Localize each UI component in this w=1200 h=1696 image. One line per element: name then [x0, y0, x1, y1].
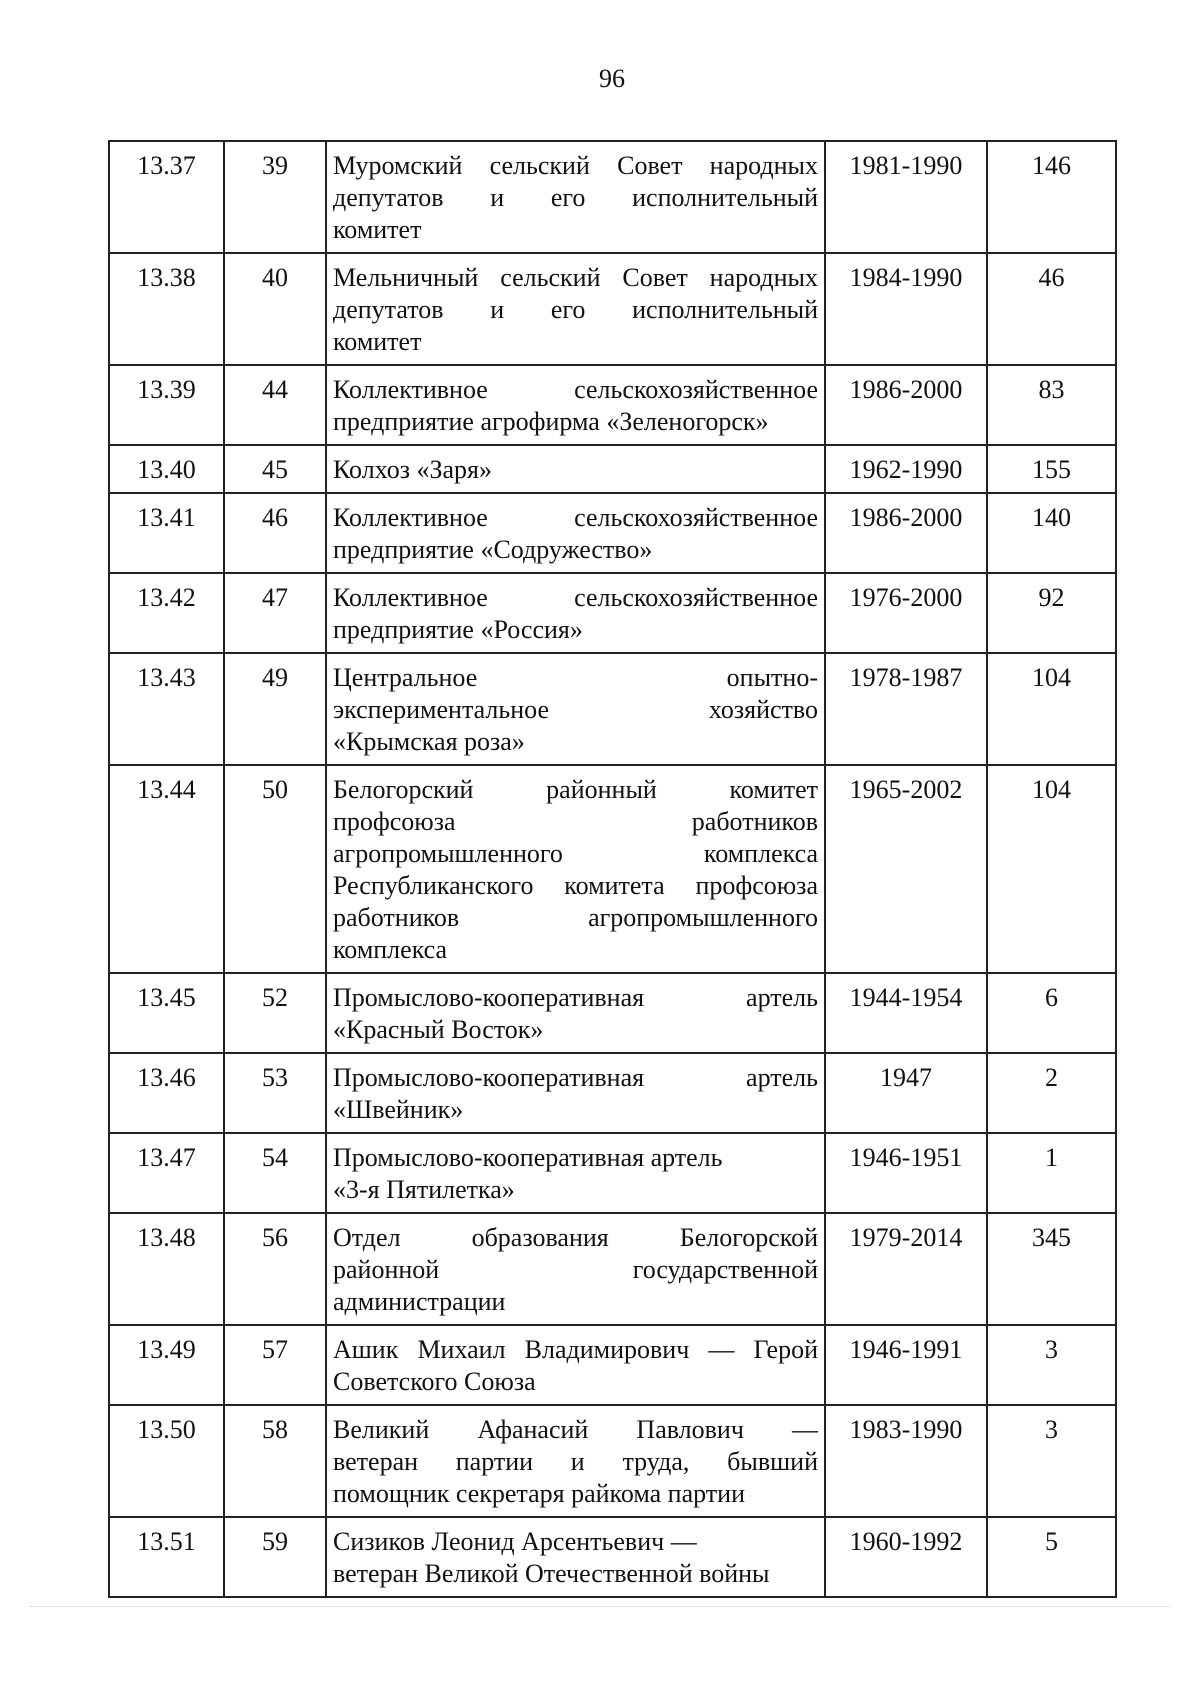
- fund-name-line: Коллективное сельскохозяйственное: [333, 503, 818, 532]
- fund-number: 47: [224, 573, 326, 653]
- date-range: 1976-2000: [825, 573, 987, 653]
- row-index: 13.40: [109, 445, 224, 493]
- fund-name: [326, 253, 825, 365]
- fund-name-line: агропромышленного комплекса: [333, 839, 818, 868]
- table-row: [109, 973, 1116, 1053]
- fund-number: 49: [224, 653, 326, 765]
- table-row: [109, 1053, 1116, 1133]
- fund-name: [326, 765, 825, 973]
- fund-name: [326, 365, 825, 445]
- item-count: 155: [987, 445, 1116, 493]
- table-row: [109, 765, 1116, 973]
- fund-name-line: ветеран Великой Отечественной войны: [333, 1559, 770, 1588]
- fund-name-line: экспериментальное хозяйство: [333, 695, 818, 724]
- fund-name-line: Республиканского комитета профсоюза: [333, 871, 818, 900]
- fund-name-line: «Красный Восток»: [333, 1015, 544, 1044]
- table-row: [109, 1517, 1116, 1597]
- item-count: 2: [987, 1053, 1116, 1133]
- date-range: 1946-1951: [825, 1133, 987, 1213]
- fund-number: 52: [224, 973, 326, 1053]
- item-count: 146: [987, 141, 1116, 253]
- table-row: [109, 653, 1116, 765]
- fund-name-line: «3-я Пятилетка»: [333, 1175, 515, 1204]
- fund-number: 46: [224, 493, 326, 573]
- item-count: 104: [987, 765, 1116, 973]
- fund-name-line: Коллективное сельскохозяйственное: [333, 375, 818, 404]
- date-range: 1979-2014: [825, 1213, 987, 1325]
- row-index: 13.50: [109, 1405, 224, 1517]
- row-index: 13.51: [109, 1517, 224, 1597]
- page-number: 96: [599, 64, 625, 93]
- fund-name-line: предприятие «Содружество»: [333, 535, 653, 564]
- item-count: 1: [987, 1133, 1116, 1213]
- fund-number: 56: [224, 1213, 326, 1325]
- row-index: 13.41: [109, 493, 224, 573]
- fund-name-line: комплекса: [333, 935, 448, 964]
- row-index: 13.47: [109, 1133, 224, 1213]
- fund-name-line: Великий Афанасий Павлович —: [333, 1415, 818, 1444]
- date-range: 1978-1987: [825, 653, 987, 765]
- row-index: 13.39: [109, 365, 224, 445]
- fund-name-line: Промыслово-кооперативная артель: [333, 1063, 818, 1092]
- fund-number: 39: [224, 141, 326, 253]
- fund-name-line: предприятие «Россия»: [333, 615, 583, 644]
- fund-name-line: Центральное опытно-: [333, 663, 818, 692]
- fund-name-line: Советского Союза: [333, 1367, 536, 1396]
- fund-name-line: комитет: [333, 327, 422, 356]
- table-body: [109, 141, 1116, 1597]
- table-row: [109, 573, 1116, 653]
- item-count: 92: [987, 573, 1116, 653]
- row-index: 13.43: [109, 653, 224, 765]
- date-range: 1947: [825, 1053, 987, 1133]
- fund-number: 53: [224, 1053, 326, 1133]
- date-range: 1983-1990: [825, 1405, 987, 1517]
- fund-number: 40: [224, 253, 326, 365]
- fund-name-line: Белогорский районный комитет: [333, 775, 818, 804]
- fund-number: 57: [224, 1325, 326, 1405]
- date-range: 1962-1990: [825, 445, 987, 493]
- fund-name: [326, 1213, 825, 1325]
- fund-name-line: предприятие агрофирма «Зеленогорск»: [333, 407, 769, 436]
- row-index: 13.44: [109, 765, 224, 973]
- fund-name: [326, 1325, 825, 1405]
- fund-name-line: ветеран партии и труда, бывший: [333, 1447, 818, 1476]
- fund-name-line: Коллективное сельскохозяйственное: [333, 583, 818, 612]
- fund-name: [326, 973, 825, 1053]
- row-index: 13.46: [109, 1053, 224, 1133]
- fund-name-line: помощник секретаря райкома партии: [333, 1479, 745, 1508]
- fund-name-line: Сизиков Леонид Арсентьевич —: [333, 1527, 697, 1556]
- fund-number: 50: [224, 765, 326, 973]
- date-range: 1965-2002: [825, 765, 987, 973]
- fund-name: [326, 445, 825, 493]
- fund-name-line: «Крымская роза»: [333, 727, 525, 756]
- row-index: 13.42: [109, 573, 224, 653]
- table-row: [109, 493, 1116, 573]
- row-index: 13.48: [109, 1213, 224, 1325]
- fund-name-line: депутатов и его исполнительный: [333, 295, 818, 324]
- fund-name: [326, 493, 825, 573]
- date-range: 1946-1991: [825, 1325, 987, 1405]
- fund-name: [326, 653, 825, 765]
- fund-number: 58: [224, 1405, 326, 1517]
- fund-name-line: Промыслово-кооперативная артель: [333, 983, 818, 1012]
- fund-name-line: администрации: [333, 1287, 506, 1316]
- item-count: 3: [987, 1405, 1116, 1517]
- fund-number: 44: [224, 365, 326, 445]
- item-count: 6: [987, 973, 1116, 1053]
- table-row: [109, 1325, 1116, 1405]
- date-range: 1986-2000: [825, 493, 987, 573]
- fund-name-line: Отдел образования Белогорской: [333, 1223, 818, 1252]
- fund-name-line: Мельничный сельский Совет народных: [333, 263, 818, 292]
- fund-name: [326, 1517, 825, 1597]
- date-range: 1944-1954: [825, 973, 987, 1053]
- fund-name-line: «Швейник»: [333, 1095, 464, 1124]
- date-range: 1981-1990: [825, 141, 987, 253]
- table-row: [109, 253, 1116, 365]
- row-index: 13.49: [109, 1325, 224, 1405]
- fund-name: [326, 1133, 825, 1213]
- row-index: 13.45: [109, 973, 224, 1053]
- fund-name-line: районной государственной: [333, 1255, 818, 1284]
- row-index: 13.38: [109, 253, 224, 365]
- date-range: 1986-2000: [825, 365, 987, 445]
- item-count: 104: [987, 653, 1116, 765]
- fund-number: 45: [224, 445, 326, 493]
- table-row: [109, 365, 1116, 445]
- date-range: 1984-1990: [825, 253, 987, 365]
- table-row: [109, 1405, 1116, 1517]
- fund-name-line: комитет: [333, 215, 422, 244]
- fund-name-line: Ашик Михаил Владимирович — Герой: [333, 1335, 818, 1364]
- table-row: [109, 445, 1116, 493]
- table-row: [109, 1133, 1116, 1213]
- fund-name: [326, 1053, 825, 1133]
- item-count: 46: [987, 253, 1116, 365]
- item-count: 140: [987, 493, 1116, 573]
- fund-name-line: Промыслово-кооперативная артель: [333, 1143, 723, 1172]
- item-count: 3: [987, 1325, 1116, 1405]
- fund-number: 59: [224, 1517, 326, 1597]
- item-count: 83: [987, 365, 1116, 445]
- fund-name-line: профсоюза работников: [333, 807, 818, 836]
- fund-name-line: работников агропромышленного: [333, 903, 818, 932]
- table-row: [109, 1213, 1116, 1325]
- item-count: 5: [987, 1517, 1116, 1597]
- row-index: 13.37: [109, 141, 224, 253]
- archive-fund-table: [108, 140, 1117, 1598]
- table-row: [109, 141, 1116, 253]
- item-count: 345: [987, 1213, 1116, 1325]
- fund-name: [326, 1405, 825, 1517]
- fund-name: [326, 573, 825, 653]
- fund-name-line: Муромский сельский Совет народных: [333, 151, 818, 180]
- fund-number: 54: [224, 1133, 326, 1213]
- fund-name: [326, 141, 825, 253]
- date-range: 1960-1992: [825, 1517, 987, 1597]
- fund-name-line: депутатов и его исполнительный: [333, 183, 818, 212]
- scan-edge-artifact: [30, 1606, 1170, 1607]
- fund-name-line: Колхоз «Заря»: [333, 455, 492, 484]
